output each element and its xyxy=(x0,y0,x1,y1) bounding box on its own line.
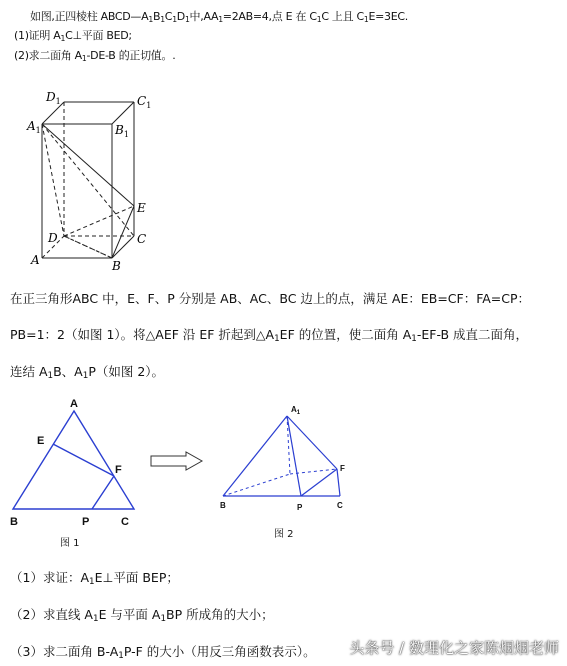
fig1-label-B: B xyxy=(10,516,18,528)
subscript: 1 xyxy=(160,614,167,625)
text: C⊥平面 BED; xyxy=(65,29,132,42)
fig2-label-F: F xyxy=(340,464,345,473)
vertex-B1-label: $B_1$ xyxy=(115,123,129,139)
vertex-A-label: A xyxy=(31,253,40,267)
text: （2）求直线 A xyxy=(10,607,93,622)
subscript: 1 xyxy=(218,14,223,24)
text: 连结 A xyxy=(10,364,48,379)
text: -EF-B 成直二面角， xyxy=(416,327,529,342)
text: 中,AA xyxy=(189,10,219,23)
text: B xyxy=(152,10,161,23)
problem2-question2 xyxy=(10,605,274,623)
text: D xyxy=(176,10,185,23)
fig1-label-F: F xyxy=(115,464,122,476)
fig2-label-B: B xyxy=(220,501,226,510)
vertex-A1-label: $A_1$ xyxy=(27,119,41,135)
subscript: 1 xyxy=(92,614,99,625)
problem2-line1: 在正三角形ABC 中，E、F、P 分别是 AB、AC、BC 边上的点，满足 AE：EB=CF：FA=CP： xyxy=(10,291,531,306)
vertex-C1-label: $C_1$ xyxy=(137,94,152,110)
text: 如图,正四棱柱 ABCD—A xyxy=(30,10,149,23)
text: -DE-B 的正切值。. xyxy=(86,49,176,62)
subscript: 1 xyxy=(82,371,89,382)
subscript: 1 xyxy=(363,14,369,24)
fig2-label-A1: $A_1$ xyxy=(291,405,301,416)
fig1-label-A: A xyxy=(70,398,78,410)
subscript: 1 xyxy=(160,14,165,24)
fig1-label-E: E xyxy=(37,435,45,447)
subscript: 1 xyxy=(118,651,124,662)
vertex-D-label: D xyxy=(48,231,58,245)
subscript: 1 xyxy=(184,14,190,24)
text: C xyxy=(164,10,173,23)
text: （1）求证：A xyxy=(10,570,90,585)
text: P（如图 2）。 xyxy=(88,364,165,379)
text: E 与平面 A xyxy=(98,607,161,622)
subscript: 1 xyxy=(411,334,417,345)
vertex-B-label: B xyxy=(112,259,121,273)
text: C 上且 C xyxy=(321,10,364,23)
fig2-label-C: C xyxy=(337,501,343,510)
subscript: 1 xyxy=(172,14,177,24)
watermark: 头条号 / 数理化之家陈烟烟老师 xyxy=(349,639,559,657)
text: EF 的位置，使二面角 A xyxy=(279,327,412,342)
text: (1)证明 A xyxy=(14,29,61,42)
subscript: 1 xyxy=(81,53,87,63)
text: B、A xyxy=(53,364,83,379)
fig1-label-C: C xyxy=(121,516,129,528)
subscript: 1 xyxy=(47,371,54,382)
problem2-question1 xyxy=(10,568,179,586)
fig1-caption: 图 1 xyxy=(60,538,80,549)
subscript: 1 xyxy=(274,334,280,345)
fig2-label-P: P xyxy=(297,503,303,512)
vertex-D1-label: $D_1$ xyxy=(46,90,61,106)
text: (2)求二面角 A xyxy=(14,49,82,62)
subscript: 1 xyxy=(148,14,153,24)
problem2-question3 xyxy=(10,642,316,660)
subscript: 1 xyxy=(316,14,322,24)
subscript: 1 xyxy=(89,577,95,588)
text: E⊥平面 BEP； xyxy=(94,570,179,585)
text: （3）求二面角 B-A xyxy=(10,644,119,659)
subscript: 1 xyxy=(60,33,66,43)
text: BP 所成角的大小； xyxy=(166,607,274,622)
fig2-caption: 图 2 xyxy=(274,529,294,540)
text: E=3EC. xyxy=(368,10,408,23)
vertex-C-label: C xyxy=(137,232,147,246)
text: PB=1：2（如图 1）。将△AEF 沿 EF 折起到△A xyxy=(10,327,275,342)
vertex-E-label: E xyxy=(137,201,146,215)
text: P-F 的大小（用反三角函数表示）。 xyxy=(123,644,316,659)
fig1-label-P: P xyxy=(82,516,90,528)
text: =2AB=4,点 E 在 C xyxy=(222,10,317,23)
